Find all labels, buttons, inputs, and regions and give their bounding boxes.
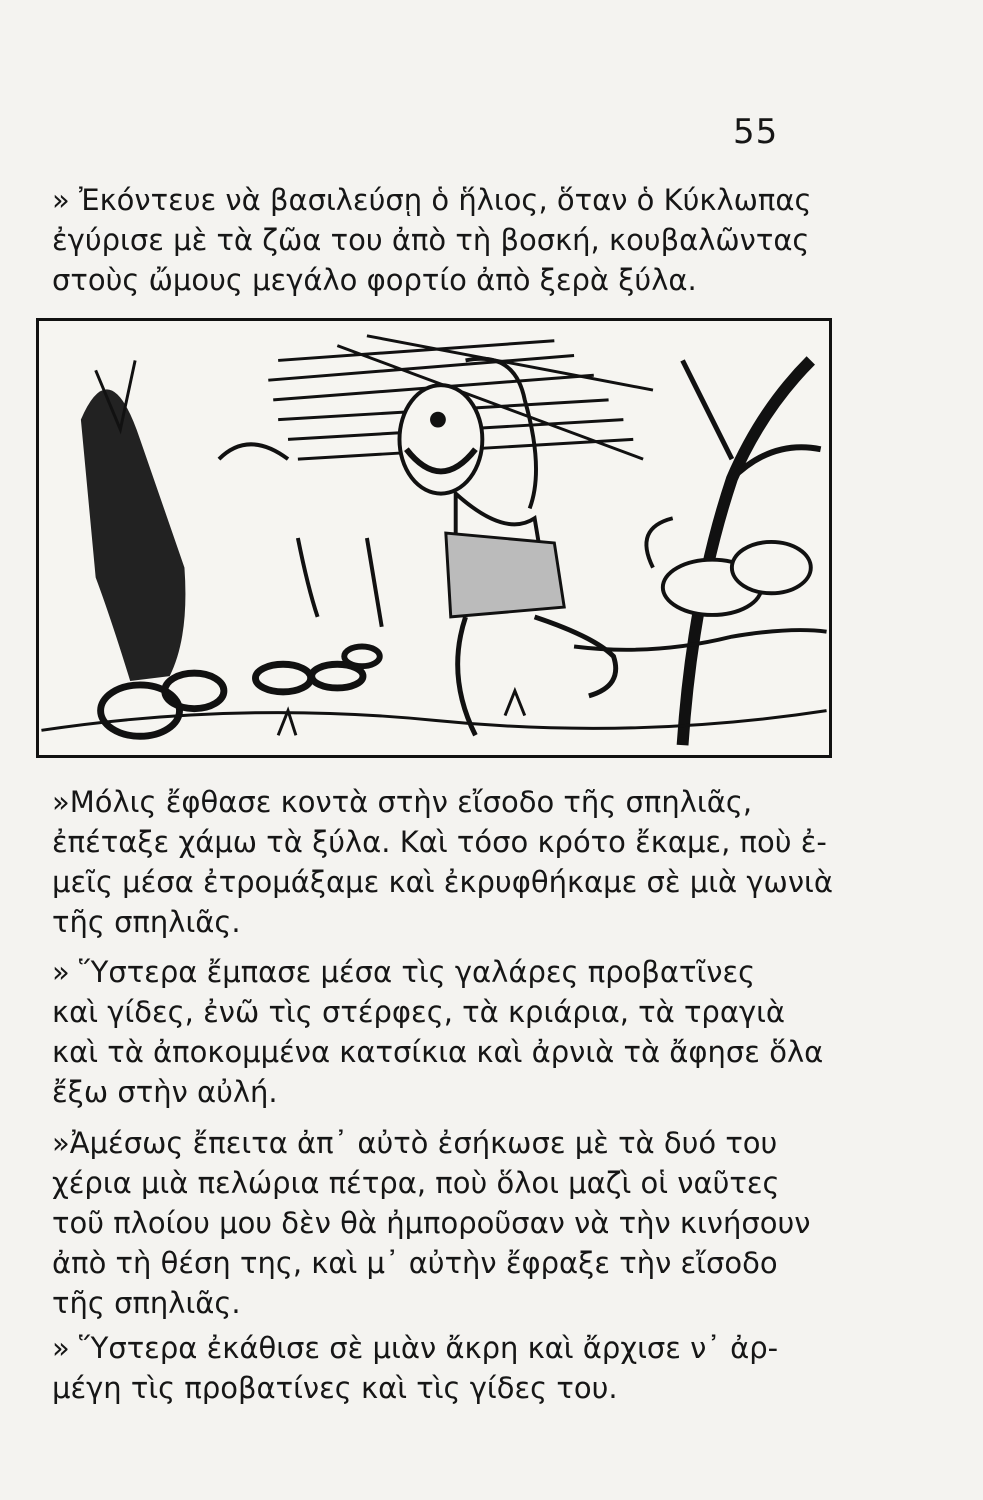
text-line: τῆς σπηλιᾶς. bbox=[52, 1286, 241, 1320]
text-line: ἔξω στὴν αὐλή. bbox=[52, 1075, 278, 1109]
ground-line bbox=[41, 711, 826, 731]
text-line: τῆς σπηλιᾶς. bbox=[52, 905, 241, 939]
cave-line bbox=[219, 444, 288, 459]
left-rock-shape bbox=[81, 389, 186, 681]
cyclops-leg-shape bbox=[458, 617, 476, 735]
text-line: μέγη τὶς προβατίνες καὶ τὶς γίδες του. bbox=[52, 1371, 618, 1405]
cyclops-leg-shape bbox=[535, 617, 616, 696]
text-line: ἐγύρισε μὲ τὰ ζῶα του ἀπὸ τὴ βοσκή, κουβαλῶντας bbox=[52, 223, 810, 257]
cyclops-eye-shape bbox=[430, 412, 446, 428]
cyclops-head-shape bbox=[399, 385, 482, 494]
text-line: ἀπὸ τὴ θέση της, καὶ μ᾽ αὐτὴν ἔφραξε τὴν εἴσοδο bbox=[52, 1246, 778, 1280]
grass-tuft-shape bbox=[505, 691, 525, 716]
text-line: καὶ γίδες, ἐνῶ τὶς στέρφες, τὰ κριάρια, τὰ τραγιὰ bbox=[52, 995, 786, 1029]
paragraph-4 bbox=[52, 1123, 822, 1323]
sheep-head-line bbox=[646, 518, 672, 567]
text-line: ἐπέταξε χάμω τὰ ξύλα. Καὶ τόσο κρότο ἔκαμε, ποὺ ἐ- bbox=[52, 825, 827, 859]
boulder-shape bbox=[255, 664, 310, 692]
boulder-shape bbox=[344, 647, 380, 667]
text-line: »Μόλις ἔφθασε κοντὰ στὴν εἴσοδο τῆς σπηλιᾶς, bbox=[52, 785, 753, 819]
text-line: » Ἐκόντευε νὰ βασιλεύσῃ ὁ ἥλιος, ὅταν ὁ Κύκλωπας bbox=[52, 183, 812, 217]
paragraph-5 bbox=[52, 1328, 822, 1408]
text-line: καὶ τὰ ἀποκομμένα κατσίκια καὶ ἀρνιὰ τὰ ἄφησε ὅλα bbox=[52, 1035, 824, 1069]
illustration-drawing bbox=[39, 321, 829, 755]
paragraph-2 bbox=[52, 782, 833, 942]
text-line: χέρια μιὰ πελώρια πέτρα, ποὺ ὅλοι μαζὶ οἱ ναῦτες bbox=[52, 1166, 780, 1200]
grass-tuft-shape bbox=[278, 711, 296, 736]
page-number: 55 bbox=[733, 112, 779, 152]
paragraph-1 bbox=[52, 180, 822, 300]
tree-branch-shape bbox=[683, 360, 732, 459]
text-line: τοῦ πλοίου μου δὲν θὰ ἠμποροῦσαν νὰ τὴν κινήσουν bbox=[52, 1206, 811, 1240]
cave-line bbox=[298, 538, 318, 617]
text-line: » Ὕστερα ἔμπασε μέσα τὶς γαλάρες προβατῖνες bbox=[52, 955, 756, 989]
boulder-shape bbox=[165, 673, 224, 709]
text-line: » Ὕστερα ἐκάθισε σὲ μιὰν ἄκρη καὶ ἄρχισε ν᾽ ἀρ- bbox=[52, 1331, 779, 1365]
text-line: μεῖς μέσα ἐτρομάξαμε καὶ ἐκρυφθήκαμε σὲ μιὰ γωνιὰ bbox=[52, 865, 833, 899]
cave-line bbox=[367, 538, 382, 627]
sheep-shape bbox=[732, 542, 811, 593]
text-line: στοὺς ὤμους μεγάλο φορτίο ἀπὸ ξερὰ ξύλα. bbox=[52, 263, 697, 297]
cyclops-illustration bbox=[36, 318, 832, 758]
cyclops-fur-kilt-shape bbox=[446, 533, 564, 617]
paragraph-3 bbox=[52, 952, 822, 1112]
text-line: »Ἀμέσως ἔπειτα ἀπ᾽ αὐτὸ ἐσήκωσε μὲ τὰ δυό του bbox=[52, 1126, 778, 1160]
